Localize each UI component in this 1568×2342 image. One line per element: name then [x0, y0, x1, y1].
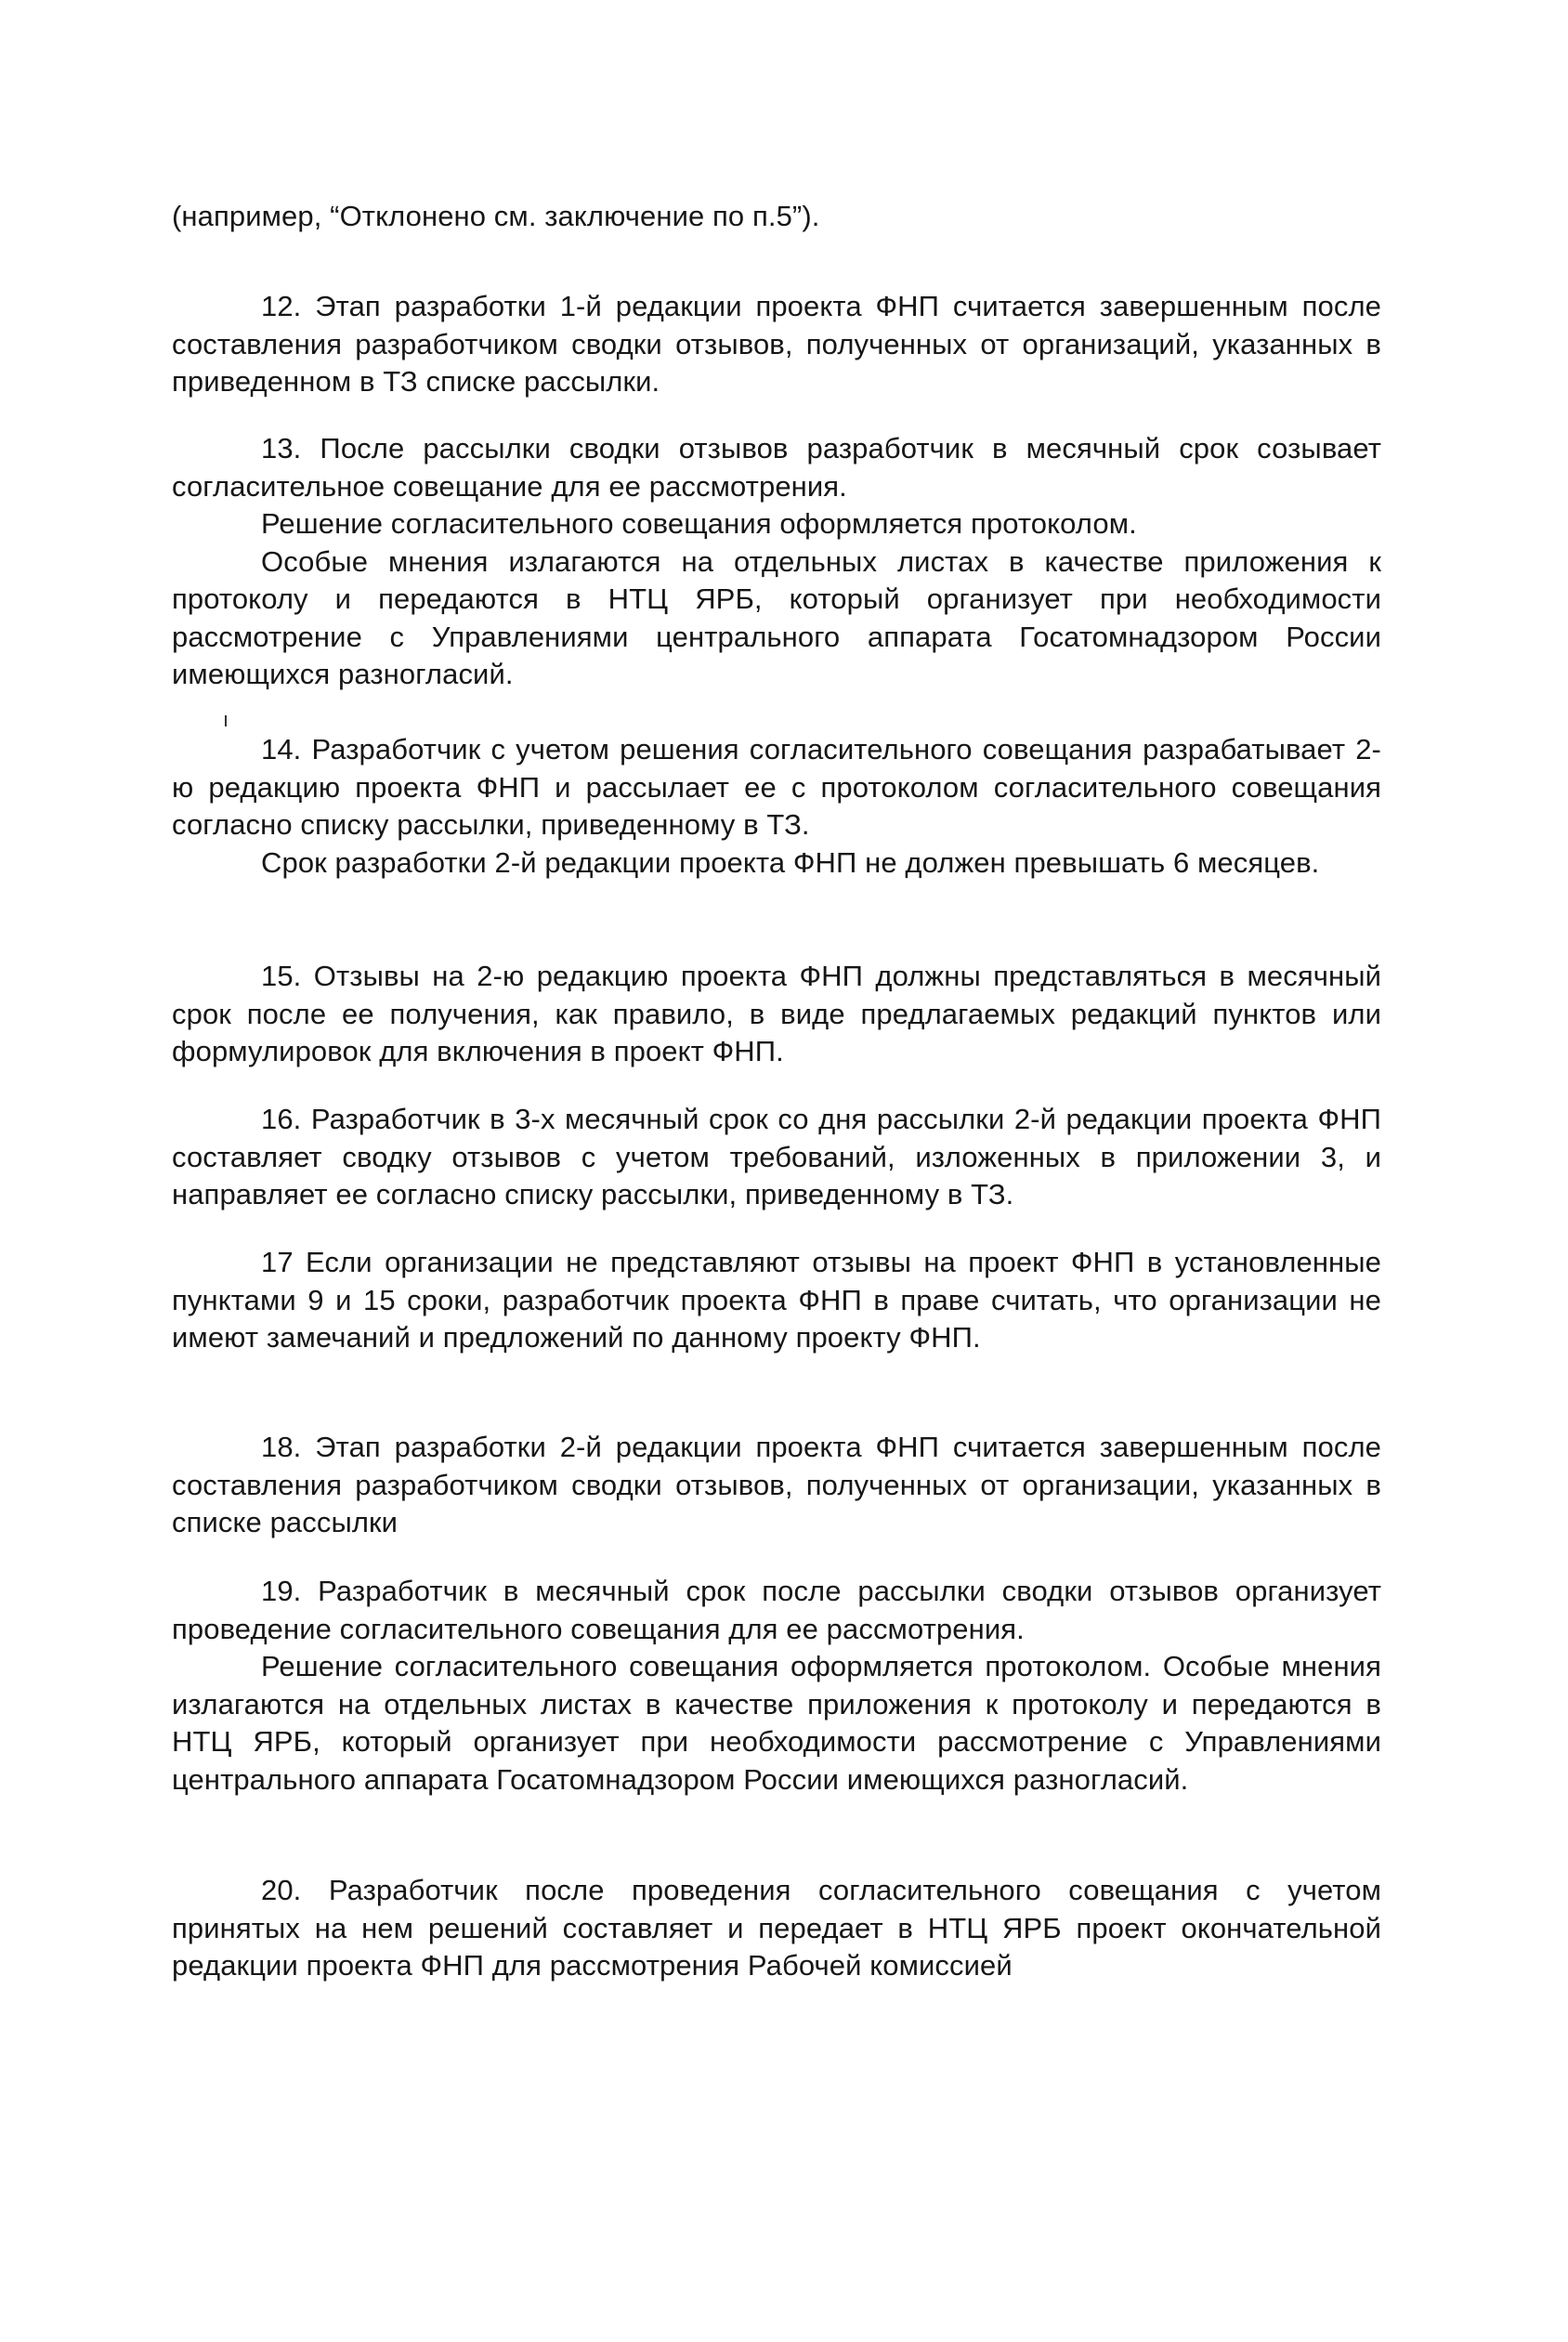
paragraph-text: 14. Разработчик с учетом решения согласительного совещания разрабатывает 2-ю редакцию проекта ФНП и рассылает ее с протоколом согласительного совещания согласно списку рассылки, приведенному в ТЗ. — [172, 733, 1381, 841]
paragraph-text: Решение согласительного совещания оформляется протоколом. — [261, 507, 1137, 540]
paragraph-text: 12. Этап разработки 1-й редакции проекта ФНП считается завершенным после составления разработчиком сводки отзывов, полученных от организаций, указанных в приведенном в ТЗ списке рассылки. — [172, 290, 1381, 398]
paragraph-text: 19. Разработчик в месячный срок после рассылки сводки отзывов организует проведение согласительного совещания для ее рассмотрения. — [172, 1575, 1381, 1645]
paragraph-text: Решение согласительного совещания оформляется протоколом. Особые мнения излагаются на отдельных листах в качестве приложения к протоколу и передаются в НТЦ ЯРБ, который организует при необходимости рассмотрение с Управлениями центрального аппарата Госатомнадзором России имеющихся разногласий. — [172, 1650, 1381, 1796]
paragraph-15 — [172, 958, 1381, 1071]
paragraph-14 — [172, 731, 1381, 882]
paragraph-text: 18. Этап разработки 2-й редакции проекта ФНП считается завершенным после составления разработчиком сводки отзывов, полученных от организации, указанных в списке рассылки — [172, 1431, 1381, 1538]
paragraph-13 — [172, 430, 1381, 694]
paragraph-text: 15. Отзывы на 2-ю редакцию проекта ФНП должны представляться в месячный срок после ее получения, как правило, в виде предлагаемых редакций пунктов или формулировок для включения в проект ФНП. — [172, 960, 1381, 1067]
paragraph-text: Срок разработки 2-й редакции проекта ФНП не должен превышать 6 месяцев. — [261, 845, 1320, 879]
paragraph-text: (например, “Отклонено см. заключение по п.5”). — [172, 200, 820, 232]
paragraph-text: 16. Разработчик в 3-х месячный срок со дня рассылки 2-й редакции проекта ФНП составляет сводку отзывов с учетом требований, изложенных в приложении 3, и направляет ее согласно списку рассылки, приведенному в ТЗ. — [172, 1103, 1381, 1210]
paragraph-19 — [172, 1573, 1381, 1799]
paragraph-20 — [172, 1872, 1381, 1985]
paragraph-16 — [172, 1101, 1381, 1214]
paragraph-text: Особые мнения излагаются на отдельных листах в качестве приложения к протоколу и передаются в НТЦ ЯРБ, который организует при необходимости рассмотрение с Управлениями центрального аппарата Госатомнадзором России имеющихся разногласий. — [172, 544, 1381, 690]
paragraph-12 — [172, 288, 1381, 401]
paragraph-17 — [172, 1244, 1381, 1357]
paragraph-text: 17 Если организации не представляют отзывы на проект ФНП в установленные пунктами 9 и 15 сроки, разработчик проекта ФНП в праве считать, что организации не имеют замечаний и предложений по данному проекту ФНП. — [172, 1246, 1381, 1354]
paragraph-18 — [172, 1429, 1381, 1542]
paragraph-text: 13. После рассылки сводки отзывов разработчик в месячный срок созывает согласительное совещание для ее рассмотрения. — [172, 432, 1381, 503]
paragraph-text: 20. Разработчик после проведения согласительного совещания с учетом принятых на нем решений составляет и передает в НТЦ ЯРБ проект окончательной редакции проекта ФНП для рассмотрения Рабочей комиссией — [172, 1874, 1381, 1982]
scan-speck — [225, 715, 227, 726]
paragraph-continuation — [172, 198, 1381, 236]
